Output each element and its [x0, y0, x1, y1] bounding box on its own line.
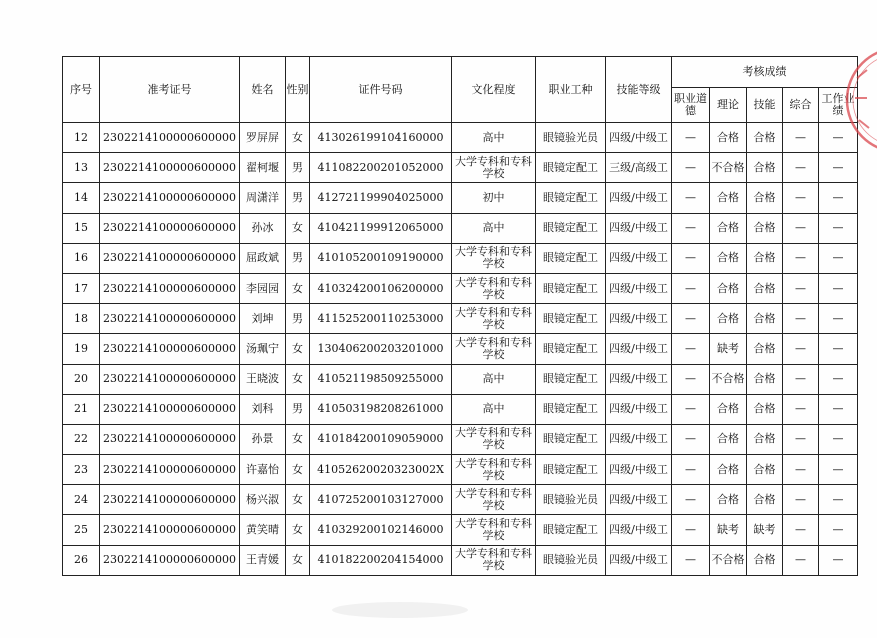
cell-work: — — [819, 123, 858, 153]
cell-name: 周潇洋 — [240, 183, 286, 213]
cell-name: 孙景 — [240, 424, 286, 454]
cell-ticket: 2302214100000600000 — [100, 394, 240, 424]
cell-theory: 缺考 — [710, 515, 747, 545]
cell-level: 四级/中级工 — [606, 394, 672, 424]
cell-level: 四级/中级工 — [606, 243, 672, 273]
cell-overall: — — [783, 515, 819, 545]
cell-name: 刘科 — [240, 394, 286, 424]
cell-seq: 19 — [63, 334, 100, 364]
cell-ticket: 2302214100000600000 — [100, 213, 240, 243]
cell-seq: 16 — [63, 243, 100, 273]
cell-theory: 不合格 — [710, 545, 747, 575]
cell-edu: 初中 — [452, 183, 536, 213]
cell-work: — — [819, 243, 858, 273]
cell-level: 三级/高级工 — [606, 153, 672, 183]
cell-work: — — [819, 364, 858, 394]
cell-ticket: 2302214100000600000 — [100, 485, 240, 515]
cell-edu: 大学专科和专科学校 — [452, 243, 536, 273]
cell-job: 眼镜定配工 — [536, 394, 606, 424]
cell-level: 四级/中级工 — [606, 213, 672, 243]
cell-overall: — — [783, 424, 819, 454]
table-row — [63, 304, 858, 334]
cell-ticket: 2302214100000600000 — [100, 304, 240, 334]
cell-theory: 合格 — [710, 485, 747, 515]
cell-overall: — — [783, 213, 819, 243]
cell-work: — — [819, 394, 858, 424]
table-row — [63, 455, 858, 485]
cell-gender: 女 — [286, 485, 310, 515]
table-row — [63, 213, 858, 243]
cell-ethics: — — [672, 455, 710, 485]
cell-theory: 合格 — [710, 273, 747, 303]
cell-skill: 合格 — [747, 394, 783, 424]
cell-seq: 17 — [63, 273, 100, 303]
cell-level: 四级/中级工 — [606, 485, 672, 515]
cell-level: 四级/中级工 — [606, 334, 672, 364]
cell-edu: 高中 — [452, 213, 536, 243]
cell-ethics: — — [672, 485, 710, 515]
cell-overall: — — [783, 394, 819, 424]
cell-skill: 缺考 — [747, 515, 783, 545]
cell-overall: — — [783, 304, 819, 334]
cell-theory: 合格 — [710, 455, 747, 485]
header-seq: 序号 — [63, 57, 100, 123]
official-seal-stamp — [837, 40, 877, 160]
cell-edu: 高中 — [452, 364, 536, 394]
cell-id: 410503198208261000 — [310, 394, 452, 424]
cell-level: 四级/中级工 — [606, 545, 672, 575]
cell-overall: — — [783, 123, 819, 153]
cell-ethics: — — [672, 515, 710, 545]
cell-gender: 女 — [286, 213, 310, 243]
cell-skill: 合格 — [747, 334, 783, 364]
cell-seq: 24 — [63, 485, 100, 515]
cell-theory: 合格 — [710, 123, 747, 153]
cell-gender: 男 — [286, 183, 310, 213]
cell-gender: 女 — [286, 123, 310, 153]
cell-seq: 15 — [63, 213, 100, 243]
cell-theory: 不合格 — [710, 364, 747, 394]
cell-job: 眼镜定配工 — [536, 213, 606, 243]
cell-overall: — — [783, 243, 819, 273]
cell-id: 130406200203201000 — [310, 334, 452, 364]
cell-ticket: 2302214100000600000 — [100, 334, 240, 364]
cell-overall: — — [783, 334, 819, 364]
cell-work: — — [819, 213, 858, 243]
cell-work: — — [819, 485, 858, 515]
cell-id: 410324200106200000 — [310, 273, 452, 303]
cell-overall: — — [783, 273, 819, 303]
table-row — [63, 545, 858, 575]
cell-ticket: 2302214100000600000 — [100, 424, 240, 454]
cell-seq: 26 — [63, 545, 100, 575]
header-skill: 技能 — [747, 88, 783, 123]
cell-ticket: 2302214100000600000 — [100, 273, 240, 303]
faint-watermark-mark — [330, 600, 470, 620]
cell-job: 眼镜定配工 — [536, 243, 606, 273]
cell-ethics: — — [672, 273, 710, 303]
cell-work: — — [819, 304, 858, 334]
cell-work: — — [819, 545, 858, 575]
cell-edu: 大学专科和专科学校 — [452, 515, 536, 545]
cell-id: 411525200110253000 — [310, 304, 452, 334]
header-level: 技能等级 — [606, 57, 672, 123]
cell-id: 413026199104160000 — [310, 123, 452, 153]
cell-ethics: — — [672, 123, 710, 153]
cell-seq: 18 — [63, 304, 100, 334]
cell-name: 屈政斌 — [240, 243, 286, 273]
cell-ticket: 2302214100000600000 — [100, 123, 240, 153]
cell-theory: 不合格 — [710, 153, 747, 183]
cell-theory: 合格 — [710, 213, 747, 243]
cell-id: 41052620020323002X — [310, 455, 452, 485]
cell-seq: 12 — [63, 123, 100, 153]
cell-skill: 合格 — [747, 424, 783, 454]
cell-id: 410521198509255000 — [310, 364, 452, 394]
cell-edu: 高中 — [452, 123, 536, 153]
header-work: 工作业绩 — [819, 88, 858, 123]
header-job: 职业工种 — [536, 57, 606, 123]
cell-edu: 大学专科和专科学校 — [452, 304, 536, 334]
cell-theory: 合格 — [710, 394, 747, 424]
cell-gender: 女 — [286, 273, 310, 303]
cell-name: 杨兴淑 — [240, 485, 286, 515]
cell-name: 许嘉怡 — [240, 455, 286, 485]
cell-ethics: — — [672, 394, 710, 424]
cell-ethics: — — [672, 243, 710, 273]
cell-gender: 女 — [286, 424, 310, 454]
cell-id: 410184200109059000 — [310, 424, 452, 454]
cell-gender: 女 — [286, 334, 310, 364]
cell-overall: — — [783, 455, 819, 485]
cell-ticket: 2302214100000600000 — [100, 183, 240, 213]
cell-edu: 大学专科和专科学校 — [452, 485, 536, 515]
cell-job: 眼镜定配工 — [536, 183, 606, 213]
header-overall: 综合 — [783, 88, 819, 123]
cell-name: 李园园 — [240, 273, 286, 303]
cell-job: 眼镜定配工 — [536, 364, 606, 394]
cell-id: 410182200204154000 — [310, 545, 452, 575]
cell-work: — — [819, 273, 858, 303]
cell-theory: 合格 — [710, 183, 747, 213]
table-header — [63, 57, 858, 123]
cell-name: 王青媛 — [240, 545, 286, 575]
cell-ethics: — — [672, 545, 710, 575]
cell-job: 眼镜定配工 — [536, 334, 606, 364]
cell-skill: 合格 — [747, 545, 783, 575]
cell-skill: 合格 — [747, 243, 783, 273]
cell-overall: — — [783, 183, 819, 213]
cell-gender: 男 — [286, 304, 310, 334]
cell-skill: 合格 — [747, 153, 783, 183]
cell-level: 四级/中级工 — [606, 364, 672, 394]
cell-edu: 大学专科和专科学校 — [452, 273, 536, 303]
header-ticket: 准考证号 — [100, 57, 240, 123]
cell-work: — — [819, 455, 858, 485]
cell-name: 汤珮宁 — [240, 334, 286, 364]
cell-id: 410725200103127000 — [310, 485, 452, 515]
cell-gender: 男 — [286, 153, 310, 183]
cell-theory: 合格 — [710, 424, 747, 454]
cell-job: 眼镜验光员 — [536, 545, 606, 575]
header-id: 证件号码 — [310, 57, 452, 123]
header-gender: 性别 — [286, 57, 310, 123]
cell-theory: 缺考 — [710, 334, 747, 364]
header-edu: 文化程度 — [452, 57, 536, 123]
cell-overall: — — [783, 364, 819, 394]
table-row — [63, 153, 858, 183]
cell-ethics: — — [672, 153, 710, 183]
cell-work: — — [819, 153, 858, 183]
cell-work: — — [819, 183, 858, 213]
cell-work: — — [819, 334, 858, 364]
table-row — [63, 273, 858, 303]
cell-name: 孙冰 — [240, 213, 286, 243]
cell-seq: 21 — [63, 394, 100, 424]
cell-theory: 合格 — [710, 304, 747, 334]
cell-skill: 合格 — [747, 213, 783, 243]
cell-job: 眼镜定配工 — [536, 424, 606, 454]
header-theory: 理论 — [710, 88, 747, 123]
header-name: 姓名 — [240, 57, 286, 123]
table-row — [63, 243, 858, 273]
cell-job: 眼镜验光员 — [536, 485, 606, 515]
cell-seq: 25 — [63, 515, 100, 545]
cell-edu: 大学专科和专科学校 — [452, 424, 536, 454]
cell-skill: 合格 — [747, 273, 783, 303]
header-scores: 考核成绩 — [672, 57, 858, 88]
table-row — [63, 183, 858, 213]
cell-edu: 大学专科和专科学校 — [452, 455, 536, 485]
cell-id: 410329200102146000 — [310, 515, 452, 545]
cell-theory: 合格 — [710, 243, 747, 273]
cell-gender: 男 — [286, 243, 310, 273]
cell-skill: 合格 — [747, 304, 783, 334]
cell-work: — — [819, 424, 858, 454]
table-row — [63, 485, 858, 515]
cell-job: 眼镜定配工 — [536, 273, 606, 303]
cell-ticket: 2302214100000600000 — [100, 515, 240, 545]
cell-level: 四级/中级工 — [606, 515, 672, 545]
cell-ticket: 2302214100000600000 — [100, 545, 240, 575]
cell-name: 王晓波 — [240, 364, 286, 394]
cell-edu: 大学专科和专科学校 — [452, 545, 536, 575]
table-row — [63, 123, 858, 153]
table-body — [63, 123, 858, 576]
cell-overall: — — [783, 545, 819, 575]
cell-ethics: — — [672, 364, 710, 394]
cell-ticket: 2302214100000600000 — [100, 364, 240, 394]
header-ethics: 职业道德 — [672, 88, 710, 123]
cell-skill: 合格 — [747, 123, 783, 153]
cell-level: 四级/中级工 — [606, 273, 672, 303]
cell-skill: 合格 — [747, 183, 783, 213]
cell-id: 412721199904025000 — [310, 183, 452, 213]
cell-level: 四级/中级工 — [606, 123, 672, 153]
cell-ticket: 2302214100000600000 — [100, 153, 240, 183]
cell-job: 眼镜验光员 — [536, 123, 606, 153]
cell-level: 四级/中级工 — [606, 304, 672, 334]
cell-seq: 22 — [63, 424, 100, 454]
table-row — [63, 364, 858, 394]
cell-job: 眼镜定配工 — [536, 455, 606, 485]
table-row — [63, 334, 858, 364]
cell-ethics: — — [672, 183, 710, 213]
cell-skill: 合格 — [747, 364, 783, 394]
score-table — [62, 56, 858, 576]
cell-gender: 女 — [286, 364, 310, 394]
cell-id: 410421199912065000 — [310, 213, 452, 243]
cell-seq: 20 — [63, 364, 100, 394]
cell-ticket: 2302214100000600000 — [100, 243, 240, 273]
cell-gender: 女 — [286, 515, 310, 545]
cell-level: 四级/中级工 — [606, 455, 672, 485]
cell-job: 眼镜定配工 — [536, 304, 606, 334]
cell-gender: 男 — [286, 394, 310, 424]
cell-work: — — [819, 515, 858, 545]
cell-seq: 13 — [63, 153, 100, 183]
table-row — [63, 394, 858, 424]
cell-id: 411082200201052000 — [310, 153, 452, 183]
cell-ethics: — — [672, 424, 710, 454]
cell-skill: 合格 — [747, 485, 783, 515]
cell-job: 眼镜定配工 — [536, 153, 606, 183]
cell-level: 四级/中级工 — [606, 183, 672, 213]
cell-ethics: — — [672, 213, 710, 243]
cell-ethics: — — [672, 334, 710, 364]
cell-edu: 高中 — [452, 394, 536, 424]
cell-job: 眼镜定配工 — [536, 515, 606, 545]
cell-edu: 大学专科和专科学校 — [452, 153, 536, 183]
cell-name: 翟柯堰 — [240, 153, 286, 183]
cell-edu: 大学专科和专科学校 — [452, 334, 536, 364]
cell-name: 黄笑晴 — [240, 515, 286, 545]
cell-ethics: — — [672, 304, 710, 334]
cell-name: 刘坤 — [240, 304, 286, 334]
cell-ticket: 2302214100000600000 — [100, 455, 240, 485]
cell-level: 四级/中级工 — [606, 424, 672, 454]
table-row — [63, 515, 858, 545]
cell-skill: 合格 — [747, 455, 783, 485]
cell-name: 罗屏屏 — [240, 123, 286, 153]
cell-overall: — — [783, 485, 819, 515]
cell-gender: 女 — [286, 545, 310, 575]
table-row — [63, 424, 858, 454]
cell-seq: 14 — [63, 183, 100, 213]
cell-id: 410105200109190000 — [310, 243, 452, 273]
cell-overall: — — [783, 153, 819, 183]
cell-seq: 23 — [63, 455, 100, 485]
cell-gender: 女 — [286, 455, 310, 485]
